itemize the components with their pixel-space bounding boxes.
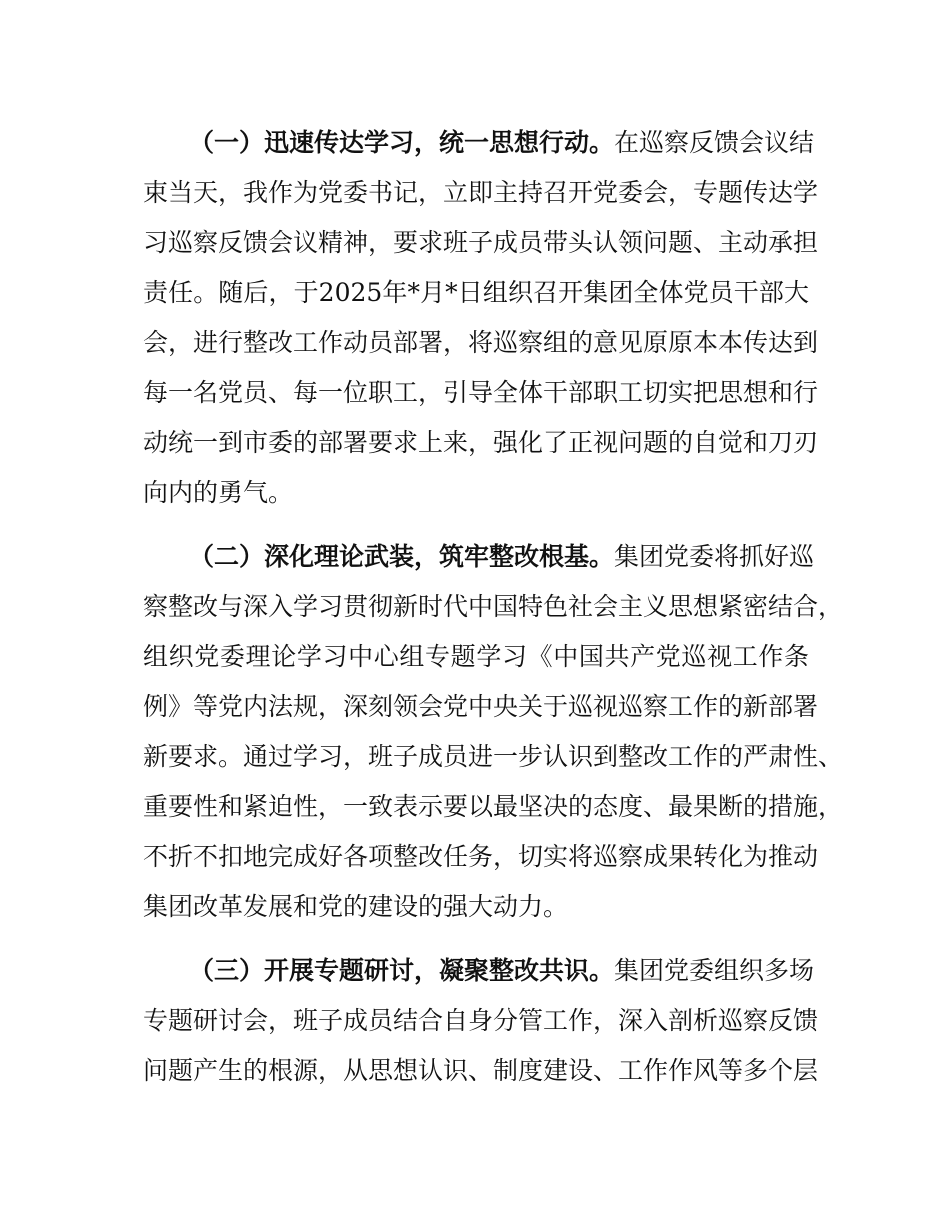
paragraph-text: 集团党委将抓好巡 bbox=[614, 542, 815, 571]
text-line: 重要性和紧迫性，一致表示要以最坚决的态度、最果断的措施， bbox=[143, 792, 844, 821]
text-line: 集团改革发展和党的建设的强大动力。 bbox=[143, 892, 569, 921]
text-line: 问题产生的根源，从思想认识、制度建设、工作作风等多个层 bbox=[143, 1056, 819, 1085]
text-line: 习巡察反馈会议精神，要求班子成员带头认领问题、主动承担 bbox=[143, 228, 819, 257]
text-line: 动统一到市委的部署要求上来，强化了正视问题的自觉和刀刃 bbox=[143, 428, 819, 457]
text-line: 不折不扣地完成好各项整改任务，切实将巡察成果转化为推动 bbox=[143, 842, 819, 871]
paragraph bbox=[143, 118, 819, 518]
paragraph-text: 在巡察反馈会议结 bbox=[614, 128, 815, 157]
text-line: 每一名党员、每一位职工，引导全体干部职工切实把思想和行 bbox=[143, 378, 819, 407]
text-line: 专题研讨会，班子成员结合自身分管工作，深入剖析巡察反馈 bbox=[143, 1006, 819, 1035]
text-line: 束当天，我作为党委书记，立即主持召开党委会，专题传达学 bbox=[143, 178, 819, 207]
paragraph-first-line bbox=[143, 532, 815, 582]
text-line: 责任。随后，于2025年*月*日组织召开集团全体党员干部大 bbox=[143, 278, 809, 307]
text-line: 例》等党内法规，深刻领会党中央关于巡视巡察工作的新部署 bbox=[143, 692, 819, 721]
document-page bbox=[143, 118, 844, 1110]
text-line: 会，进行整改工作动员部署，将巡察组的意见原原本本传达到 bbox=[143, 328, 819, 357]
paragraph-text: 集团党委组织多场 bbox=[614, 956, 815, 985]
text-line: 新要求。通过学习，班子成员进一步认识到整改工作的严肃性、 bbox=[143, 742, 844, 771]
text-line: 察整改与深入学习贯彻新时代中国特色社会主义思想紧密结合， bbox=[143, 592, 844, 621]
section-heading: （一）迅速传达学习，统一思想行动。 bbox=[189, 128, 615, 157]
text-line: 组织党委理论学习中心组专题学习《中国共产党巡视工作条 bbox=[143, 642, 809, 671]
text-line: 向内的勇气。 bbox=[143, 478, 294, 507]
paragraph-first-line bbox=[143, 118, 815, 168]
section-heading: （二）深化理论武装，筑牢整改根基。 bbox=[189, 542, 615, 571]
paragraph-first-line bbox=[143, 946, 815, 996]
paragraph bbox=[143, 532, 844, 932]
paragraph bbox=[143, 946, 819, 1096]
section-heading: （三）开展专题研讨，凝聚整改共识。 bbox=[189, 956, 615, 985]
